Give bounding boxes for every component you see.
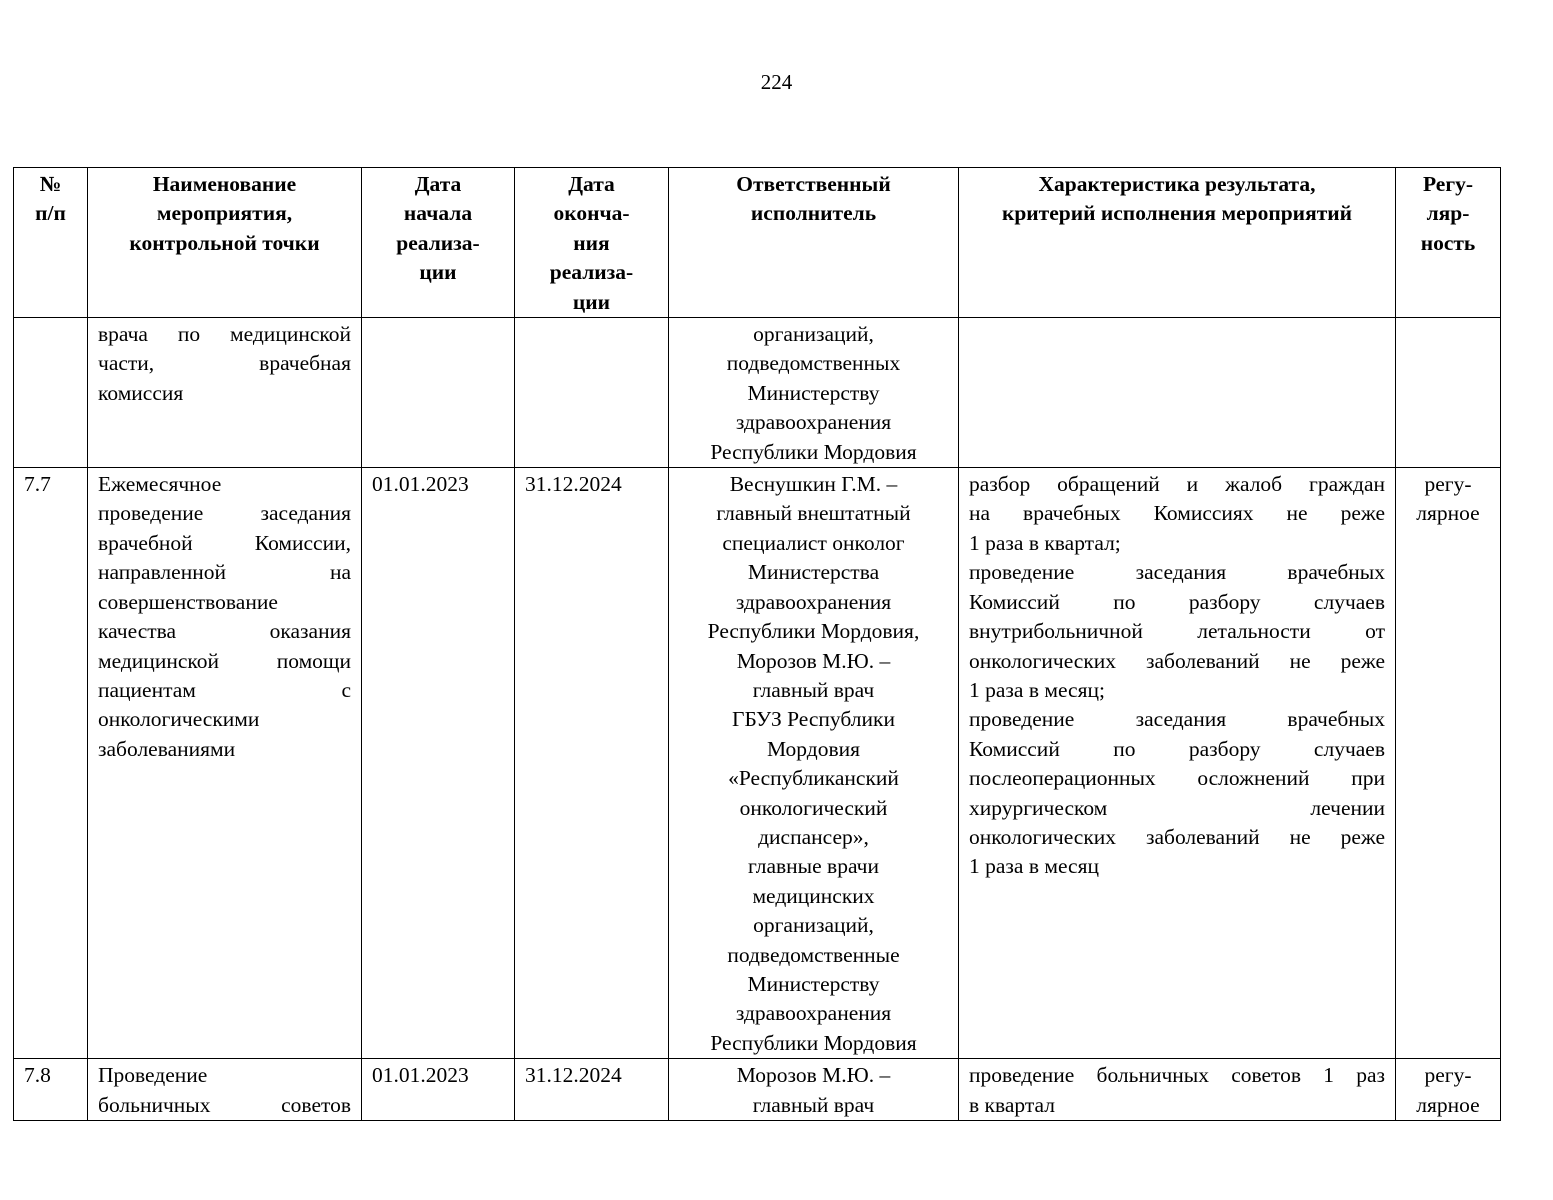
cell-responsible [669,468,959,1059]
text-line: Комиссий по разбору случаев [969,736,1385,761]
text-line: качества оказания [98,619,351,644]
text-line: проведение заседания врачебных [969,707,1385,732]
cell-result [959,318,1396,468]
text-line: онкологических заболеваний не реже [969,648,1385,673]
header-result [959,168,1396,318]
text-line: регу- [1424,472,1472,497]
text-line: на врачебных Комиссиях не реже [969,501,1385,526]
text-line: врачебной Комиссии, [98,530,351,555]
cell-name [88,468,362,1059]
text-line: специалист онколог [722,530,905,555]
cell-num: 7.8 [14,1059,88,1121]
text-line: Комиссий по разбору случаев [969,589,1385,614]
header-row [14,168,1501,318]
cell-result [959,1059,1396,1121]
header-name [88,168,362,318]
text-line: пациентам с [98,677,351,702]
text-line: хирургическом лечении [969,795,1385,820]
text-line: главный внештатный [716,501,911,526]
text-line: организаций, [753,322,874,347]
text-line: ность [1420,230,1476,255]
text-line: онкологическими [98,707,260,732]
cell-end-date: 31.12.2024 [515,1059,669,1121]
text-line: начала [403,201,473,226]
cell-end-date: 31.12.2024 [515,468,669,1059]
text-line: Характеристика результата, [1038,172,1316,196]
cell-responsible [669,318,959,468]
text-line: проведение заседания врачебных [969,560,1385,585]
text-line: исполнитель [750,201,877,226]
text-line: Министерству [747,971,880,996]
text-line: проведение заседания [98,501,351,526]
text-line: проведение больничных советов 1 раз [969,1063,1385,1088]
text-line: регу- [1424,1063,1472,1088]
text-line: главный врач [752,677,875,702]
cell-num [14,318,88,468]
cell-num: 7.7 [14,468,88,1059]
text-line: главный врач [752,1092,875,1117]
text-line: лярное [1416,501,1480,526]
text-line: Морозов М.Ю. – [736,648,891,673]
text-line: Ежемесячное [98,472,222,497]
text-line: лярное [1416,1092,1480,1117]
text-line: 1 раза в квартал; [969,530,1121,555]
text-line: реализа- [549,260,634,285]
cell-result [959,468,1396,1059]
text-line: ГБУЗ Республики [732,707,895,732]
text-line: п/п [35,201,66,226]
text-line: подведомственных [726,351,901,376]
text-line: организаций, [753,913,874,938]
table-row [14,318,1501,468]
text-line: подведомственные [727,942,900,967]
header-end-date [515,168,669,318]
cell-start-date: 01.01.2023 [362,1059,515,1121]
text-line: больничных советов [98,1092,351,1117]
text-line: реализа- [396,230,480,255]
text-line: послеоперационных осложнений при [969,766,1385,791]
text-line: совершенствование [98,589,278,614]
cell-regularity [1396,468,1501,1059]
text-line: здравоохранения [735,410,892,435]
text-line: ции [572,289,611,314]
text-line: комиссия [98,380,184,405]
text-line: критерий исполнения мероприятий [1001,201,1353,226]
text-line: «Республиканский [728,766,899,791]
cell-start-date [362,318,515,468]
text-line: Республики Мордовия, [707,619,920,644]
text-line: Министерства [747,560,880,585]
text-line: мероприятия, [156,201,293,226]
text-line: внутрибольничной летальности от [969,619,1385,644]
text-line: здравоохранения [735,1001,892,1026]
text-line: диспансер», [758,824,869,849]
page-number: 224 [760,70,793,94]
text-line: 1 раза в месяц; [969,677,1105,702]
text-line: в квартал [969,1092,1055,1117]
cell-end-date [515,318,669,468]
text-line: Ответственный [736,172,891,196]
text-line: ляр- [1426,201,1470,226]
cell-name [88,318,362,468]
header-num [14,168,88,318]
text-line: оконча- [553,201,630,226]
text-line: Министерству [747,380,880,405]
text-line: Морозов М.Ю. – [736,1063,891,1088]
cell-regularity [1396,1059,1501,1121]
text-line: разбор обращений и жалоб граждан [969,472,1385,497]
cell-regularity [1396,318,1501,468]
text-line: Республики Мордовия [710,439,917,464]
text-line: части, врачебная [98,351,351,376]
cell-responsible [669,1059,959,1121]
text-line: Дата [414,172,462,196]
text-line: ции [419,260,457,285]
text-line: ния [573,230,610,255]
text-line: Республики Мордовия [710,1030,917,1055]
text-line: Мордовия [766,736,861,761]
text-line: онкологических заболеваний не реже [969,824,1385,849]
text-line: Наименование [152,172,297,196]
cell-start-date: 01.01.2023 [362,468,515,1059]
header-responsible [669,168,959,318]
text-line: здравоохранения [735,589,892,614]
text-line: Дата [568,172,615,196]
text-line: медицинских [752,883,875,908]
text-line: Регу- [1422,172,1474,196]
header-regularity [1396,168,1501,318]
cell-name [88,1059,362,1121]
table-row [14,1059,1501,1121]
measures-table [13,167,1501,1121]
table-row [14,468,1501,1059]
text-line: медицинской помощи [98,648,351,673]
text-line: направленной на [98,560,351,585]
text-line: Веснушкин Г.М. – [729,472,898,497]
text-line: № [39,172,62,196]
text-line: Проведение [98,1063,208,1088]
text-line: контрольной точки [129,230,320,255]
text-line: 1 раза в месяц [969,854,1099,879]
header-start-date [362,168,515,318]
text-line: главные врачи [748,854,879,879]
text-line: заболеваниями [98,736,236,761]
text-line: онкологический [739,795,888,820]
text-line: врача по медицинской [98,322,351,347]
